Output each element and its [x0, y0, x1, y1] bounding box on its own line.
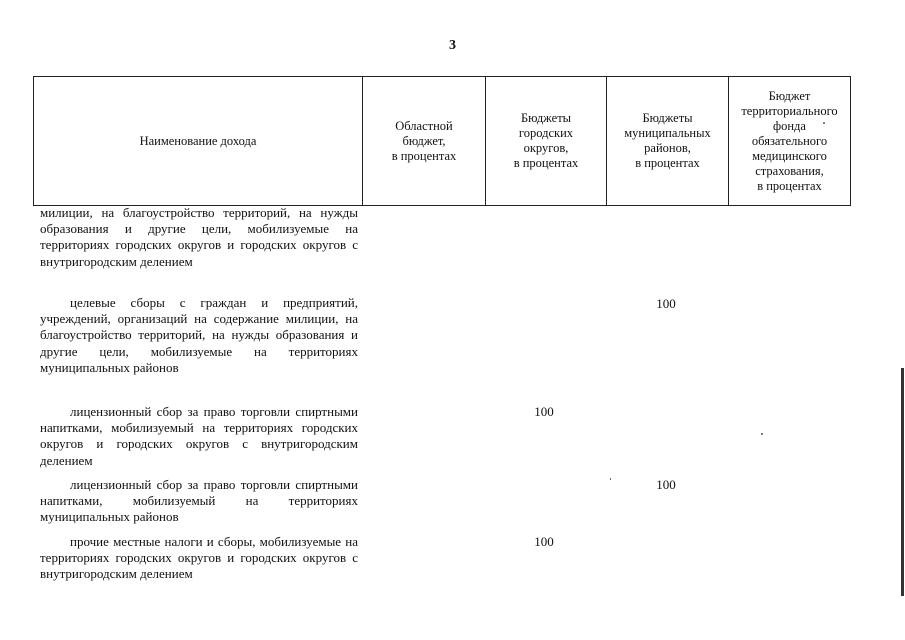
- table-header: [33, 76, 851, 206]
- header-regional-budget-label: Областной бюджет, в процентах: [391, 118, 457, 163]
- scan-edge-line: [901, 368, 904, 596]
- header-income-name-label: Наименование дохода: [139, 133, 257, 148]
- header-city-budgets: [486, 77, 607, 206]
- header-regional-budget: [363, 77, 486, 206]
- row-income-name: целевые сборы с граждан и предприятий, учреждений, организаций на содержание милиции, на благоустройство территорий, на нужды образования и другие цели, мобилизуемые на территориях муниципальных районов: [40, 295, 358, 375]
- row-municipal-value: 100: [656, 296, 676, 311]
- row-income-name: лицензионный сбор за право торговли спиртными напитками, мобилизуемый на территориях городских округов и городских округов с внутригородским делением: [40, 404, 358, 468]
- row-city-value: 100: [534, 404, 554, 419]
- row-income-name: лицензионный сбор за право торговли спиртными напитками, мобилизуемый на территориях муниципальных районов: [40, 477, 358, 525]
- table-row: [40, 205, 358, 270]
- header-municipal-budgets-label: Бюджеты муниципальных районов, в процентах: [624, 111, 711, 170]
- page-number: 3: [449, 38, 456, 53]
- header-insurance-fund: [729, 77, 851, 206]
- row-income-name: милиции, на благоустройство территорий, на нужды образования и другие цели, мобилизуемые на территориях городских округов и городских округов с внутригородским делением: [40, 205, 358, 269]
- table-row: [40, 295, 358, 376]
- table-row: [40, 534, 358, 583]
- scan-speck: [823, 122, 825, 124]
- row-income-name: прочие местные налоги и сборы, мобилизуемые на территориях городских округов и городских округов с внутригородским делением: [40, 534, 358, 582]
- header-income-name: [34, 77, 363, 206]
- row-municipal-value: 100: [656, 477, 676, 492]
- header-city-budgets-label: Бюджеты городских округов, в процентах: [513, 111, 579, 170]
- row-city-value: 100: [534, 534, 554, 549]
- header-municipal-budgets: [607, 77, 729, 206]
- table-row: [40, 404, 358, 469]
- scan-speck: [610, 478, 611, 480]
- scan-speck: [761, 433, 763, 435]
- header-insurance-fund-label: Бюджет территориального фонда обязательного медицинского страхования, в процентах: [741, 88, 838, 193]
- table-row: [40, 477, 358, 526]
